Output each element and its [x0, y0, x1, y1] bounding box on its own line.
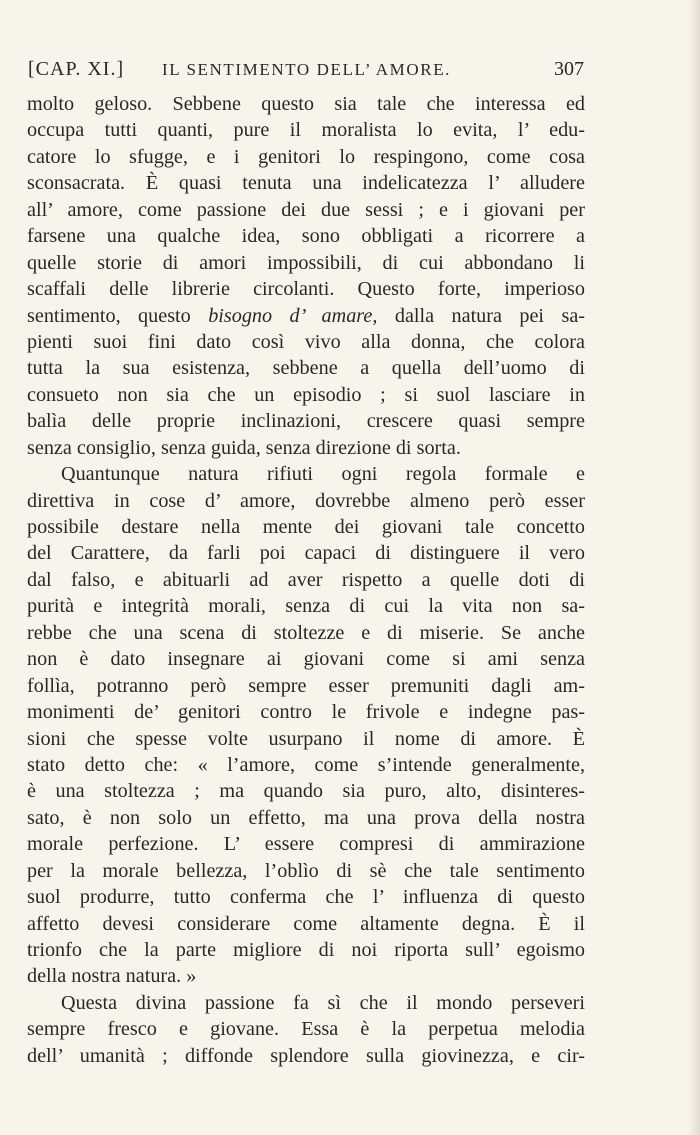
text-line: sempre fresco e giovane. Essa è la perpetua melodia: [27, 1018, 585, 1041]
text-line: sato, è non solo un effetto, ma una prova della nostra: [27, 806, 585, 829]
text-line: consueto non sia che un episodio ; si suol lasciare in: [27, 383, 585, 406]
text-line: è una stoltezza ; ma quando sia puro, alto, disinteres-: [27, 780, 585, 803]
text-line: della nostra natura. »: [27, 965, 197, 988]
text-line: molto geloso. Sebbene questo sia tale che interessa ed: [27, 93, 585, 115]
text-line: rebbe che una scena di stoltezze e di miserie. Se anche: [27, 621, 585, 644]
chapter-label: [CAP. XI.]: [28, 58, 125, 80]
text-line: pienti suoi fini dato così vivo alla donna, che colora: [27, 330, 585, 353]
text-line: del Carattere, da farli poi capaci di distinguere il vero: [27, 542, 585, 565]
text-line: suol produrre, tutto conferma che l’ influenza di questo: [27, 886, 585, 909]
page-number: 307: [554, 58, 584, 80]
text-line: trionfo che la parte migliore di noi riporta sull’ egoismo: [27, 939, 585, 961]
text-line: follìa, potranno però sempre esser premuniti dagli am-: [27, 674, 585, 697]
text-line: morale perfezione. L’ essere compresi di ammirazione: [27, 833, 585, 856]
line-text: dalla natura pei sa-: [377, 304, 585, 327]
text-line: dal falso, e abituarli ad aver rispetto a quelle doti di: [27, 568, 585, 591]
paragraph-first-line: Questa divina passione fa sì che il mondo perseveri: [61, 991, 585, 1014]
text-line: [27, 303, 585, 329]
text-line: direttiva in cose d’ amore, dovrebbe almeno però esser: [27, 489, 585, 512]
page-edge: [688, 0, 700, 1135]
text-line: stato detto che: « l’amore, come s’intende generalmente,: [27, 753, 585, 776]
text-line: senza consiglio, senza guida, senza direzione di sorta.: [27, 436, 461, 459]
text-line: per la morale bellezza, l’oblìo di sè che tale sentimento: [27, 859, 585, 882]
text-line: farsene una qualche idea, sono obbligati a ricorrere a: [27, 225, 585, 248]
text-line: catore lo sfugge, e i genitori lo respingono, come cosa: [27, 145, 585, 168]
text-line: monimenti de’ genitori contro le frivole e indegne pas-: [27, 701, 585, 724]
running-header: [28, 58, 584, 86]
text-line: non è dato insegnare ai giovani come si ami senza: [27, 648, 585, 671]
text-line: occupa tutti quanti, pure il moralista lo evita, l’ edu-: [27, 119, 585, 142]
text-line: balìa delle proprie inclinazioni, crescere quasi sempre: [27, 410, 585, 433]
text-line: tutta la sua esistenza, sebbene a quella dell’uomo di: [27, 357, 585, 380]
text-line: possibile destare nella mente dei giovani tale concetto: [27, 516, 585, 538]
text-line: affetto devesi considerare come altamente degna. È il: [27, 912, 585, 935]
text-line: quelle storie di amori impossibili, di cui abbondano li: [27, 251, 585, 274]
text-line: dell’ umanità ; diffonde splendore sulla giovinezza, e cir-: [27, 1044, 585, 1067]
text-line: scaffali delle librerie circolanti. Questo forte, imperioso: [27, 278, 585, 301]
text-line: purità e integrità morali, senza di cui la vita non sa-: [27, 595, 585, 618]
line-text: sentimento, questo: [27, 304, 209, 327]
running-title: IL SENTIMENTO DELL’ AMORE.: [162, 60, 452, 79]
text-line: sconsacrata. È quasi tenuta una indelicatezza l’ alludere: [27, 172, 585, 195]
paragraph-first-line: Quantunque natura rifiuti ogni regola formale e: [61, 463, 585, 486]
italic-phrase: bisogno d’ amare,: [208, 304, 378, 327]
body-text: [27, 91, 585, 1069]
text-line: all’ amore, come passione dei due sessi ; e i giovani per: [27, 198, 585, 221]
text-line: sioni che spesse volte usurpano il nome di amore. È: [27, 727, 585, 750]
